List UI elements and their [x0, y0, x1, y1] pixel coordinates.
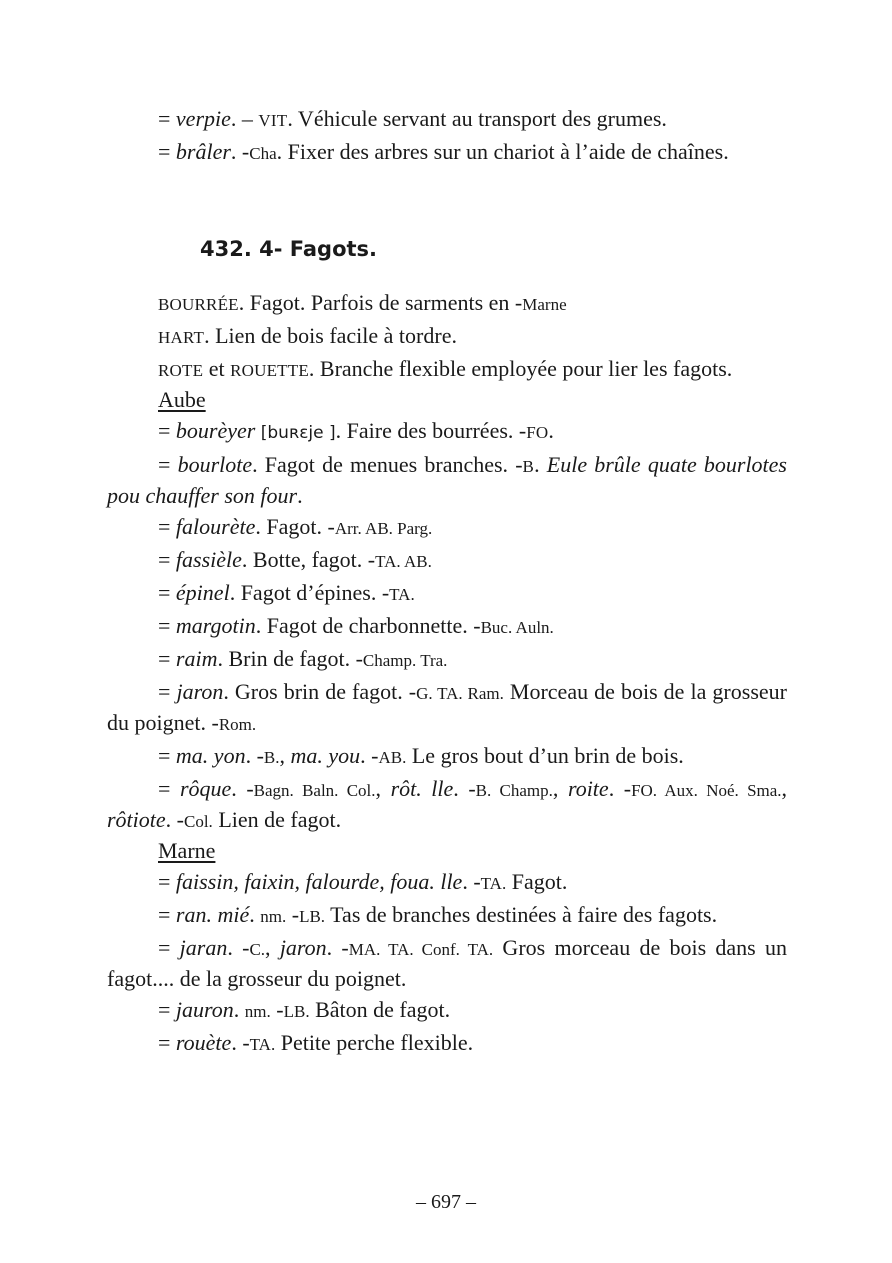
headword: fassièle — [175, 547, 242, 572]
text-run: . Botte, fagot. - — [241, 547, 376, 572]
headword: raim — [175, 646, 218, 671]
text-run: . — [249, 902, 261, 927]
text-run: = — [158, 106, 176, 131]
headword: faissin, faixin, falourde, foua. lle — [175, 869, 463, 894]
text-run: = — [158, 1030, 176, 1055]
text-run: HART — [158, 328, 205, 347]
entry-epinel — [107, 578, 787, 609]
entry-jaron — [107, 677, 787, 739]
text-run: TA. AB. — [375, 552, 432, 571]
text-run: B — [522, 457, 535, 476]
text-run: BOURRÉE — [158, 295, 239, 314]
headword: bourlote — [177, 452, 253, 477]
region-heading-marne — [107, 836, 787, 865]
phonetic: [buʀɛje ] — [255, 423, 336, 443]
text-run: B. Champ. — [475, 781, 553, 800]
text-run: . Brin de fagot. - — [217, 646, 363, 671]
text-run: . Fagot. - — [255, 514, 335, 539]
text-run: , — [375, 776, 391, 801]
text-run: . - — [227, 935, 250, 960]
headword: jaron — [279, 935, 327, 960]
text-run: , — [781, 776, 788, 801]
example-sentence: Eule brûle quate bourlotes pou chauffer son four — [107, 452, 787, 508]
text-run: = — [158, 452, 178, 477]
text-run: TA. — [249, 1035, 276, 1054]
text-run: Lien de fagot. — [212, 807, 342, 832]
text-run: Buc. Auln. — [480, 618, 554, 637]
text-run: . — [534, 452, 547, 477]
headword: rôtiote — [107, 807, 166, 832]
entry-falourete — [107, 512, 787, 543]
text-run: = — [158, 776, 180, 801]
text-run: = — [158, 869, 176, 894]
text-run: = — [158, 646, 176, 671]
text-run: = — [158, 580, 176, 605]
text-run: ROUETTE — [230, 361, 309, 380]
entry-bourree — [107, 288, 787, 319]
text-run: Rom. — [218, 715, 257, 734]
text-run: . - — [453, 776, 476, 801]
text-run: . Fagot de charbonnette. - — [255, 613, 481, 638]
text-run: = — [158, 514, 176, 539]
text-run: . — [297, 483, 303, 508]
region-heading-aube — [107, 385, 787, 414]
entry-braler — [107, 137, 787, 168]
text-run: et — [203, 356, 231, 381]
text-run: Bagn. Baln. Col. — [253, 781, 376, 800]
section-title: 432. 4- Fagots. — [200, 237, 378, 261]
text-run: = — [158, 743, 176, 768]
text-run: Aube — [158, 387, 206, 412]
text-run: - — [286, 902, 300, 927]
text-run: . - — [231, 1030, 250, 1055]
entry-fassiele — [107, 545, 787, 576]
text-run: . — [233, 997, 245, 1022]
text-run: Marne — [158, 838, 216, 863]
text-run: = — [158, 613, 176, 638]
text-run: . Gros brin de fagot. - — [223, 679, 417, 704]
text-run: . - — [231, 776, 254, 801]
text-run: MA. TA. Conf. TA. — [348, 940, 494, 959]
text-run: LB. — [299, 907, 326, 926]
abbreviation: Cha — [249, 144, 277, 163]
text-run: . Fagot de menues branches. - — [252, 452, 523, 477]
text-run: C. — [249, 940, 266, 959]
headword: jaron — [176, 679, 224, 704]
text-run: = — [158, 997, 176, 1022]
text-run: . - — [230, 139, 250, 164]
text-run: . – — [230, 106, 259, 131]
headword: roite — [567, 776, 609, 801]
text-run: Marne — [522, 295, 567, 314]
text-run: Arr. AB. Parg. — [334, 519, 433, 538]
headword: jaran — [179, 935, 228, 960]
text-run: Petite perche flexible. — [275, 1030, 474, 1055]
headword: rôque — [179, 776, 232, 801]
entry-rouete — [107, 1028, 787, 1059]
entry-roque — [107, 774, 787, 836]
text-run: . - — [245, 743, 264, 768]
text-run: = — [158, 139, 176, 164]
text-run: Morceau de bois de la grosseur du poignet. - — [107, 679, 787, 735]
text-run: nm. — [260, 907, 287, 926]
text-run: = — [158, 935, 180, 960]
entry-mayon — [107, 741, 787, 772]
entry-faissin — [107, 867, 787, 898]
text-run: - — [270, 997, 284, 1022]
text-run: . Branche flexible employée pour lier les fagots. — [308, 356, 733, 381]
abbreviation: VIT — [258, 111, 288, 130]
text-run: = — [158, 679, 177, 704]
headword: falourète — [175, 514, 256, 539]
text-run: FO. Aux. Noé. Sma. — [631, 781, 782, 800]
text-run: . - — [462, 869, 481, 894]
headword: rouète — [175, 1030, 232, 1055]
text-run: TA. — [480, 874, 507, 893]
text-run: . Fagot. Parfois de sarments en - — [238, 290, 523, 315]
text-run: = — [158, 418, 176, 443]
text-run: = — [158, 547, 176, 572]
text-run: . - — [165, 807, 184, 832]
entry-verpie — [107, 104, 787, 135]
text-run: , — [552, 776, 568, 801]
entry-margotin — [107, 611, 787, 642]
headword: margotin — [175, 613, 256, 638]
headword: rôt. lle — [390, 776, 454, 801]
text-run: , — [265, 935, 280, 960]
text-run: = — [158, 902, 176, 927]
text-run: . - — [326, 935, 349, 960]
entry-boureyer — [107, 416, 787, 448]
text-run: . — [548, 418, 554, 443]
text-run: Col. — [184, 812, 213, 831]
text-run: . - — [360, 743, 379, 768]
headword: ma. you — [290, 743, 361, 768]
text-run: Fagot. — [506, 869, 568, 894]
text-run: . - — [608, 776, 632, 801]
text-run: . Véhicule servant au transport des grumes. — [287, 106, 667, 131]
text-run: ROTE — [158, 361, 204, 380]
headword: épinel — [175, 580, 230, 605]
text-run: . Fixer des arbres sur un chariot à l’aide de chaînes. — [276, 139, 729, 164]
entry-hart — [107, 321, 787, 352]
text-run: Champ. Tra. — [362, 651, 448, 670]
text-run: FO — [526, 423, 549, 442]
text-run: AB. — [378, 748, 407, 767]
text-run: Gros morceau de bois dans un fagot.... de la grosseur du poignet. — [107, 935, 787, 991]
text-run: , — [279, 743, 291, 768]
page-number: – 697 – — [416, 1191, 476, 1213]
headword: ma. yon — [175, 743, 246, 768]
text-run: . Fagot d’épines. - — [229, 580, 390, 605]
text-run: Tas de branches destinées à faire des fagots. — [325, 902, 718, 927]
entry-jauron — [107, 995, 787, 1026]
text-run: Le gros bout d’un brin de bois. — [406, 743, 684, 768]
text-run: G. TA. Ram. — [416, 684, 504, 703]
entry-jaran — [107, 933, 787, 993]
text-run: B. — [263, 748, 280, 767]
text-run: Bâton de fagot. — [309, 997, 451, 1022]
headword: jauron — [175, 997, 234, 1022]
text-run: nm. — [244, 1002, 271, 1021]
entry-ranmie — [107, 900, 787, 931]
headword: bourèyer — [175, 418, 256, 443]
entry-raim — [107, 644, 787, 675]
entry-rote — [107, 354, 787, 385]
text-run: LB. — [283, 1002, 310, 1021]
headword: brâler — [175, 139, 231, 164]
text-run: . Lien de bois facile à tordre. — [204, 323, 457, 348]
headword: verpie — [175, 106, 231, 131]
text-run: TA. — [389, 585, 415, 604]
text-run: . Faire des bourrées. - — [335, 418, 527, 443]
headword: ran. mié — [175, 902, 250, 927]
entry-bourlote — [107, 450, 787, 510]
page-body — [107, 104, 787, 1059]
